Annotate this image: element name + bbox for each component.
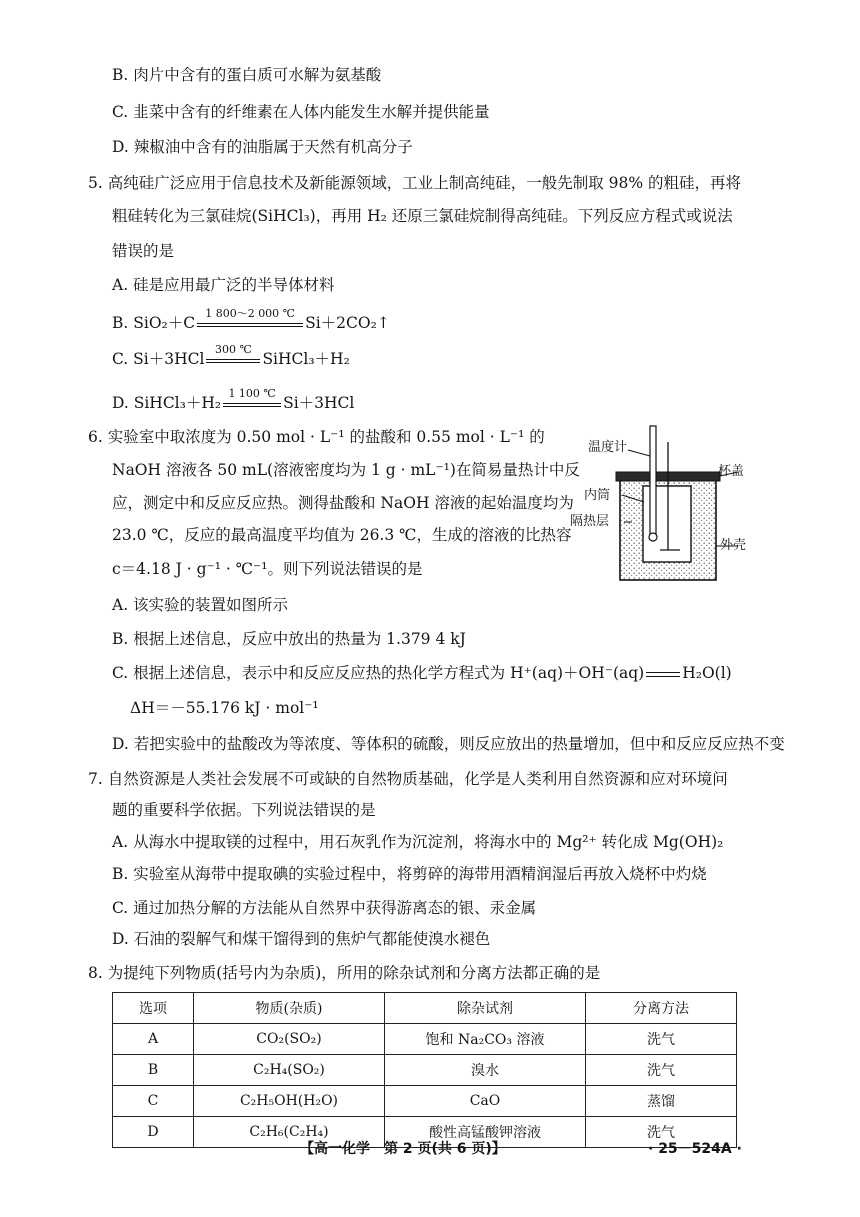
q6-option-a: A. 该实验的装置如图所示 xyxy=(112,596,289,614)
q7-option-b: B. 实验室从海带中提取碘的实验过程中，将剪碎的海带用酒精润湿后再放入烧杯中灼烧 xyxy=(112,865,707,883)
exam-code: · 25－524A · xyxy=(648,1141,742,1157)
q5-option-b xyxy=(112,307,390,334)
q5-d-products: Si＋3HCl xyxy=(283,394,355,412)
q4-option-d: D. 辣椒油中含有的油脂属于天然有机高分子 xyxy=(112,138,413,156)
q6-stem-line5: c＝4.18 J · g⁻¹ · ℃⁻¹。则下列说法错误的是 xyxy=(112,560,423,578)
table-cell: A xyxy=(113,1024,194,1055)
q6-stem-line2: NaOH 溶液各 50 mL(溶液密度均为 1 g · mL⁻¹)在简易量热计中反 xyxy=(112,461,580,479)
q5-stem-line3: 错误的是 xyxy=(112,242,175,260)
table-cell: C₂H₅OH(H₂O) xyxy=(194,1086,385,1117)
q5-c-reaction-arrow xyxy=(204,343,262,370)
table-header-cell: 分离方法 xyxy=(586,993,737,1024)
q5-stem-line2: 粗硅转化为三氯硅烷(SiHCl₃)，再用 H₂ 还原三氯硅烷制得高纯硅。下列反应方程式或说法 xyxy=(112,207,733,225)
table-header-cell: 选项 xyxy=(113,993,194,1024)
q7-option-d: D. 石油的裂解气和煤干馏得到的焦炉气都能使溴水褪色 xyxy=(112,930,491,948)
q5-d-condition: 1 100 ℃ xyxy=(228,387,276,400)
q5-d-reaction-arrow xyxy=(221,387,283,414)
table-cell: 饱和 Na₂CO₃ 溶液 xyxy=(385,1024,586,1055)
q6-option-d: D. 若把实验中的盐酸改为等浓度、等体积的硫酸，则反应放出的热量增加，但中和反应反应热不变 xyxy=(112,735,785,753)
table-cell: 酸性高锰酸钾溶液 xyxy=(385,1117,586,1148)
label-lid: 杯盖 xyxy=(718,464,745,479)
table-row xyxy=(113,1086,737,1117)
q6-stem-line1: 6. 实验室中取浓度为 0.50 mol · L⁻¹ 的盐酸和 0.55 mol · L⁻¹ 的 xyxy=(88,428,545,446)
q5-c-products: SiHCl₃＋H₂ xyxy=(262,350,350,368)
q5-option-c xyxy=(112,343,350,370)
label-outer-shell: 外壳 xyxy=(720,538,747,553)
q5-b-reactants: B. SiO₂＋C xyxy=(112,314,196,332)
q5-d-reactants: D. SiHCl₃＋H₂ xyxy=(112,394,222,412)
q4-option-b: B. 肉片中含有的蛋白质可水解为氨基酸 xyxy=(112,66,382,84)
table-cell: CO₂(SO₂) xyxy=(194,1024,385,1055)
table-cell: 洗气 xyxy=(586,1024,737,1055)
q5-b-reaction-arrow xyxy=(195,307,305,334)
table-cell: C₂H₆(C₂H₄) xyxy=(194,1117,385,1148)
table-cell: 洗气 xyxy=(586,1055,737,1086)
q7-option-c: C. 通过加热分解的方法能从自然界中获得游离态的银、汞金属 xyxy=(112,899,537,917)
table-cell: D xyxy=(113,1117,194,1148)
table-cell: 溴水 xyxy=(385,1055,586,1086)
table-cell: C₂H₄(SO₂) xyxy=(194,1055,385,1086)
table-row xyxy=(113,1024,737,1055)
q5-c-reactants: C. Si＋3HCl xyxy=(112,350,205,368)
q7-stem-line1: 7. 自然资源是人类社会发展不可或缺的自然物质基础，化学是人类利用自然资源和应对环境问 xyxy=(88,770,728,788)
page-footer: 【高一化学 第 2 页(共 6 页)】 xyxy=(300,1141,506,1157)
q6-option-b: B. 根据上述信息，反应中放出的热量为 1.379 4 kJ xyxy=(112,630,466,648)
q5-stem-line1: 5. 高纯硅广泛应用于信息技术及新能源领域，工业上制高纯硅，一般先制取 98% 的粗硅，再将 xyxy=(88,174,742,192)
table-header-cell: 物质(杂质) xyxy=(194,993,385,1024)
calorimeter-diagram xyxy=(570,422,758,587)
q8-stem: 8. 为提纯下列物质(括号内为杂质)，所用的除杂试剂和分离方法都正确的是 xyxy=(88,964,601,982)
table-cell: 蒸馏 xyxy=(586,1086,737,1117)
q8-table xyxy=(112,992,737,1148)
table-cell: 洗气 xyxy=(586,1117,737,1148)
q5-option-d xyxy=(112,387,355,414)
q4-option-c: C. 韭菜中含有的纤维素在人体内能发生水解并提供能量 xyxy=(112,103,490,121)
q5-option-a: A. 硅是应用最广泛的半导体材料 xyxy=(112,276,335,294)
q7-stem-line2: 题的重要科学依据。下列说法错误的是 xyxy=(112,801,376,819)
label-insulation: 隔热层 xyxy=(570,514,610,529)
q6-option-c xyxy=(112,662,732,684)
thermometer-shape xyxy=(650,426,656,536)
q6-c-text: C. 根据上述信息，表示中和反应反应热的热化学方程式为 H⁺(aq)＋OH⁻(aq) xyxy=(112,664,645,682)
label-inner-cup: 内筒 xyxy=(584,488,611,503)
q6-stem-line3: 应，测定中和反应反应热。测得盐酸和 NaOH 溶液的起始温度均为 xyxy=(112,494,574,512)
table-row xyxy=(113,1055,737,1086)
q7-option-a: A. 从海水中提取镁的过程中，用石灰乳作为沉淀剂，将海水中的 Mg²⁺ 转化成 Mg(OH)₂ xyxy=(112,833,724,851)
table-header-cell: 除杂试剂 xyxy=(385,993,586,1024)
table-header-row xyxy=(113,993,737,1024)
q5-b-products: Si＋2CO₂↑ xyxy=(305,314,390,332)
table-cell: C xyxy=(113,1086,194,1117)
table-cell: CaO xyxy=(385,1086,586,1117)
q6-c-product: H₂O(l) xyxy=(682,664,732,682)
label-thermometer: 温度计 xyxy=(588,440,628,455)
equilibrium-equals-sign xyxy=(644,662,682,684)
table-cell: B xyxy=(113,1055,194,1086)
q5-c-condition: 300 ℃ xyxy=(215,343,252,356)
q5-b-condition: 1 800～2 000 ℃ xyxy=(205,307,295,320)
q6-c-enthalpy: ΔH＝－55.176 kJ · mol⁻¹ xyxy=(130,699,319,717)
q6-stem-line4: 23.0 ℃，反应的最高温度平均值为 26.3 ℃，生成的溶液的比热容 xyxy=(112,526,572,544)
